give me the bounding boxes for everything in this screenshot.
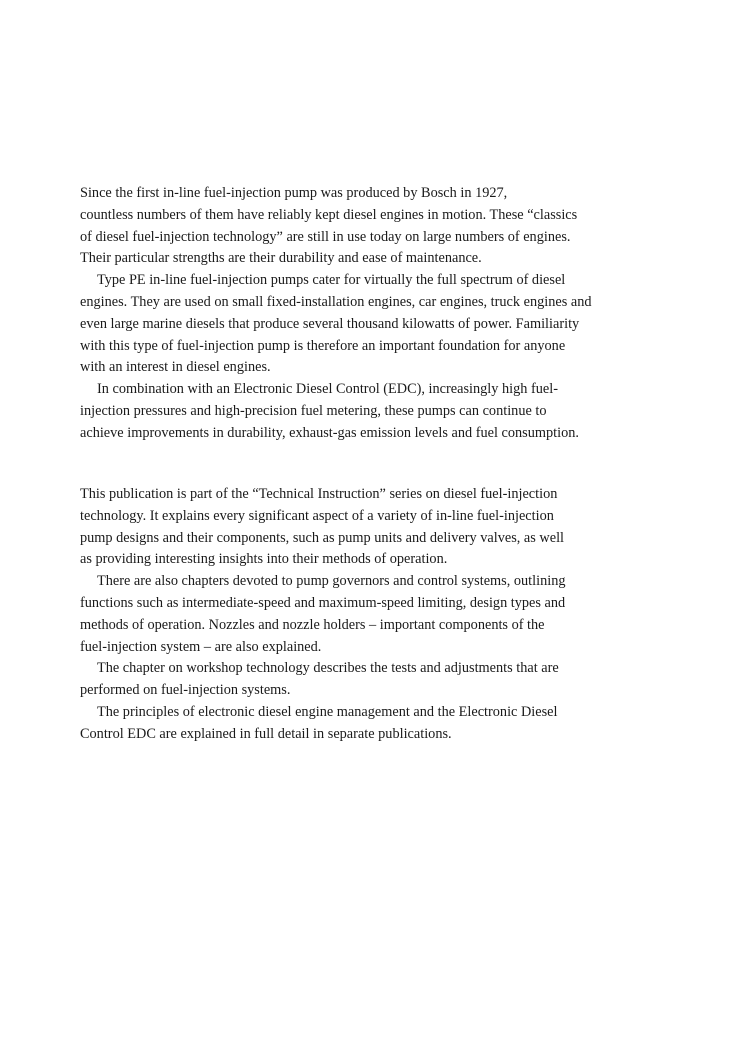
text-line: technology. It explains every significant aspect of a variety of in-line fuel-injection [80,507,554,524]
text-line: The principles of electronic diesel engine management and the Electronic Diesel [97,703,558,720]
text-line: There are also chapters devoted to pump governors and control systems, outlining [97,573,566,590]
text-line: functions such as intermediate-speed and maximum-speed limiting, design types and [80,594,566,611]
text-line: as providing interesting insights into their methods of operation. [80,551,448,568]
text-line: Control EDC are explained in full detail in separate publications. [80,725,452,742]
text-line: pump designs and their components, such as pump units and delivery valves, as well [80,529,565,546]
text-line: Their particular strengths are their durability and ease of maintenance. [80,250,482,267]
text-line: This publication is part of the “Technical Instruction” series on diesel fuel-injection [80,486,558,502]
text-line: methods of operation. Nozzles and nozzle holders – important components of the [80,616,545,633]
text-line: even large marine diesels that produce several thousand kilowatts of power. Familiarity [80,315,580,332]
intro-paragraph-1 [80,183,640,270]
publication-paragraph-2 [80,571,640,658]
text-line: The chapter on workshop technology describes the tests and adjustments that are [97,660,559,677]
publication-paragraph-4 [80,702,640,746]
text-line: engines. They are used on small fixed-installation engines, car engines, truck engines and [80,293,592,310]
text-line: countless numbers of them have reliably kept diesel engines in motion. These “classics [80,206,578,223]
text-line: of diesel fuel-injection technology” are still in use today on large numbers of engines. [80,228,571,245]
text-line: achieve improvements in durability, exhaust-gas emission levels and fuel consumption. [80,424,579,441]
text-line: with an interest in diesel engines. [80,359,271,376]
text-line: Since the first in-line fuel-injection pump was produced by Bosch in 1927, [80,185,508,201]
publication-paragraph-3 [80,658,640,702]
text-line: Type PE in-line fuel-injection pumps cater for virtually the full spectrum of diesel [97,272,566,289]
intro-paragraph-3 [80,379,640,444]
text-line: with this type of fuel-injection pump is therefore an important foundation for anyone [80,337,566,354]
text-line: injection pressures and high-precision fuel metering, these pumps can continue to [80,402,547,419]
text-line: In combination with an Electronic Diesel Control (EDC), increasingly high fuel- [97,381,558,398]
intro-paragraph-2 [80,270,640,379]
text-line: performed on fuel-injection systems. [80,682,291,699]
intro-section [80,183,640,445]
publication-section [80,484,640,746]
publication-paragraph-1 [80,484,640,571]
text-line: fuel-injection system – are also explained. [80,638,322,655]
